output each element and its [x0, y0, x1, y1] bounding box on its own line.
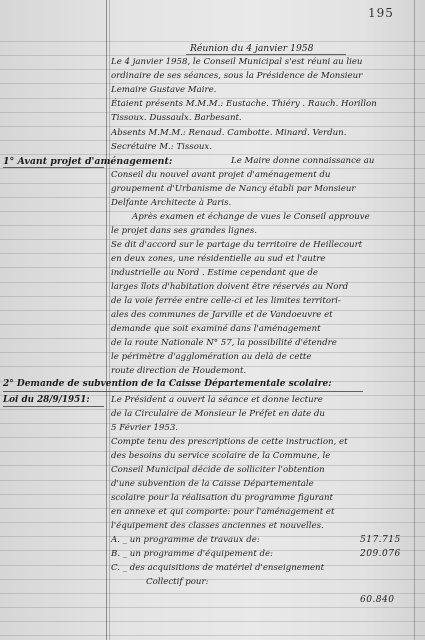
ruled-line [0, 41, 425, 42]
intro-line: Lemaire Gustave Maire. [111, 85, 217, 95]
section1-line: de la route Nationale N° 57, la possibilité d'étendre [111, 338, 337, 348]
intro-line: ordinaire de ses séances, sous la Présidence de Monsieur [111, 71, 363, 81]
section2-underline [3, 391, 363, 392]
section1-line: industrielle au Nord . Estime cependant que de [111, 268, 318, 278]
ruled-line [0, 579, 425, 580]
section1-line: demande que soit examiné dans l'aménagement [111, 324, 321, 334]
item-amount: 209.076 [360, 549, 401, 559]
intro-line: Secrétaire M.: Tissoux. [111, 142, 212, 152]
section1-line: Delfante Architecte à Paris. [111, 198, 232, 208]
section2-line: des besoins du service scolaire de la Commune, le [111, 451, 331, 461]
section1-line: le projet dans ses grandes lignes. [111, 226, 257, 236]
section1-line: Se dit d'accord sur le partage du territoire de Heillecourt [111, 240, 363, 250]
section1-underline [3, 167, 104, 168]
ruled-line [0, 126, 425, 127]
item-label: A. _ un programme de travaux de: [111, 535, 260, 545]
section1-heading: 1° Avant projet d'aménagement: [3, 156, 173, 167]
section2-margin-note: Loi du 28/9/1951: [3, 395, 90, 405]
ruled-line [0, 154, 425, 155]
item-label: C. _ des acquisitions de matériel d'enseignement [111, 563, 325, 573]
ruled-line [0, 635, 425, 636]
section1-line: de la voie ferrée entre celle-ci et les limites territori- [111, 296, 341, 306]
ruled-line [0, 69, 425, 70]
item-label: B. _ un programme d'équipement de: [111, 549, 273, 559]
margin-line-inner [109, 0, 110, 640]
item-label: Collectif pour: [146, 577, 209, 587]
section1-line: groupement d'Urbanisme de Nancy établi par Monsieur [111, 184, 356, 194]
section2-line: 5 Février 1953. [111, 423, 179, 433]
intro-line: Étaient présents M.M.M.: Eustache. Thiéry . Rauch. Horillon [111, 99, 377, 109]
section1-line: route direction de Houdemont. [111, 366, 247, 376]
section1-line: larges îlots d'habitation doivent être réservés au Nord [111, 282, 349, 292]
ruled-line [0, 607, 425, 608]
intro-line: Absents M.M.M.: Renaud. Cambotte. Minard. Verdun. [111, 128, 347, 138]
section2-heading: 2° Demande de subvention de la Caisse Départementale scolaire: [3, 379, 332, 389]
ruled-line [0, 621, 425, 622]
section2-line: Le Président a ouvert la séance et donne lecture [111, 395, 323, 405]
section1-line: Après examen et échange de vues le Conseil approuve [132, 212, 370, 222]
ruled-line [0, 593, 425, 594]
right-margin-line [414, 0, 415, 640]
section1-line: le périmètre d'agglomération au delà de cette [111, 352, 312, 362]
margin-line [106, 0, 107, 640]
intro-line: Tissoux. Dussaulx. Barbesant. [111, 113, 242, 123]
ruled-line [0, 168, 425, 169]
margin-note-underline [3, 406, 104, 407]
ruled-line [0, 140, 425, 141]
section1-line: en deux zones, une résidentielle au sud et l'autre [111, 254, 326, 264]
item-amount: 60.840 [360, 595, 395, 605]
ruled-line [0, 55, 425, 56]
meeting-title: Réunion du 4 janvier 1958 [190, 43, 314, 54]
title-underline [186, 54, 346, 55]
section2-line: l'équipement des classes anciennes et nouvelles. [111, 521, 324, 531]
section1-line: Le Maire donne connaissance au [231, 156, 375, 166]
ruled-line [0, 423, 425, 424]
section2-line: d'une subvention de la Caisse Départementale [111, 479, 314, 489]
section2-line: de la Circulaire de Monsieur le Préfet en date du [111, 409, 325, 419]
ruled-line [0, 83, 425, 84]
page-number: 195 [368, 6, 394, 20]
intro-line: Le 4 janvier 1958, le Conseil Municipal s'est réuni au lieu [111, 57, 363, 67]
section1-line: ales des communes de Jarville et de Vandoeuvre et [111, 310, 333, 320]
section2-line: en annexe et qui comporte: pour l'aménagement et [111, 507, 335, 517]
item-amount: 517.715 [360, 535, 401, 545]
section1-line: Conseil du nouvel avant projet d'aménagement du [111, 170, 331, 180]
section2-line: Compte tenu des prescriptions de cette instruction, et [111, 437, 348, 447]
section2-line: scolaire pour la réalisation du programme figurant [111, 493, 333, 503]
section2-line: Conseil Municipal décide de solliciter l'obtention [111, 465, 325, 475]
